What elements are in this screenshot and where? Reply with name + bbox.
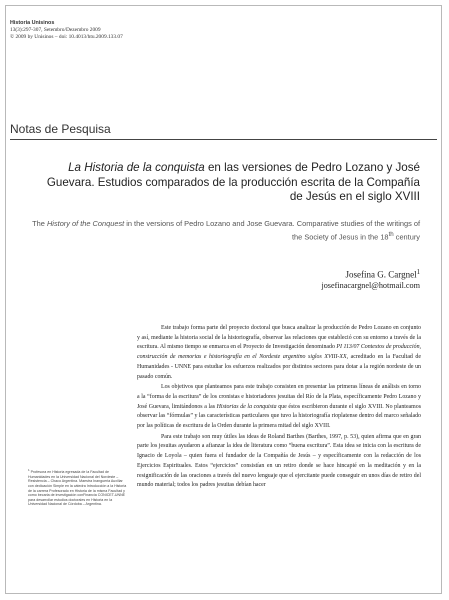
- p2-italic: Historias de la conquista: [216, 403, 277, 410]
- p1-italic: PI 113/07 Contextos de producción, construcción de memorias e historiografía en el Nordeste argentino siglos XVIII-XX: [137, 344, 421, 361]
- subtitle-italic: History of the Conquest: [46, 219, 125, 228]
- author-name: Josefina G. Cargnel: [345, 269, 417, 280]
- author-email[interactable]: josefinacargnel@hotmail.com: [321, 280, 420, 290]
- title-rest: en las versiones de Pedro Lozano y José Guevara. Estudios comparados de la producción escrita de la Compañía de Jesús en el siglo XVIII: [46, 161, 420, 203]
- p1-text-a: Este trabajo forma parte del proyecto doctoral que busca analizar la producción de Pedro Lozano en conjunto y así, mediante la historia social de la historiografía, observar las relaciones que estableció con su entorno a través de la escritura. Al mismo tiempo se enmarca en el Proyecto de Investigación denominado: [137, 325, 421, 351]
- paragraph-2: [137, 383, 421, 432]
- author-footnote: [28, 468, 128, 507]
- journal-issue: 13(3):297-307, Setembro/Dezembro 2009: [10, 27, 101, 33]
- author-footnote-mark: 1: [416, 269, 420, 276]
- article-body: [137, 324, 421, 491]
- journal-header: [10, 20, 123, 41]
- p2-text-b: que éstos escribieron durante el siglo XVIII. No planteamos observar las “fórmulas” y las características particulares que tuvo la historiografía rioplatense dentro del marco señalado por las políticas de escritura de la Orden durante la primera mitad del siglo XVIII.: [137, 403, 421, 430]
- subtitle-sup: th: [388, 231, 394, 238]
- subtitle-post: in the versions of Pedro Lozano and Jose Guevara. Comparative studies of the writings of the Society of Jesus in the 18: [124, 219, 420, 242]
- footnote-text: Profesora en Historia egresada de la Facultad de Humanidades en la Universidad Nacional del Nordeste – Resistencia – Chaco Argentina. Maestra Inangueria Auxiliar con dedicación Simple en la cátedra Introducción a la Historia de la carrera Profesorado en Historia de la misma Facultad y como becaria de investigación conFinancia CONICET-UNNE para desarrollar estudios doctorales en Historia en la Universidad Nacional de Córdoba – Argentina.: [28, 470, 127, 507]
- paragraph-1: [137, 324, 421, 382]
- journal-doi: © 2009 by Unisinos – doi: 10.4013/htu.2009.133.07: [10, 34, 123, 40]
- section-title: Notas de Pesquisa: [10, 122, 111, 136]
- footnote-number: 1: [28, 468, 30, 472]
- author-block: [200, 268, 420, 291]
- paragraph-3: Para este trabajo son muy útiles las ideas de Roland Barthes (Barthes, 1997, p. 53), quien afirma que en gran parte los jesuitas ayudaron a afianzar la idea de literatura como “buena escritura”. Esta idea se inicia con la escritura de Ignacio de Loyola – quien fuera el fundador de la Compañía de Jesús – y específicamente con la redacción de los Ejercicios Espirituales. Estos “ejercicios” consistían en un retiro donde se hace hincapié en la meditación y en la resignificación de las oraciones a través del nuevo lenguaje que el ejercitante puede conseguir en unos días de retiro del mundo material; todos los padres jesuitas debían hacer: [137, 433, 421, 489]
- title-italic: La Historia de la conquista: [68, 161, 205, 174]
- journal-name: Historia Unisinos: [10, 20, 55, 26]
- p2-text-a: Los objetivos que planteamos para este trabajo consisten en presentar las primeras líneas de análisis en torno a la “forma de la escritura” de los cronistas e historiadores jesuitas del Río de la Plata, específicamente Pedro Lozano y José Guevara, limitándonos a las: [137, 384, 421, 410]
- article-title: [40, 161, 420, 205]
- subtitle-end: century: [393, 232, 420, 242]
- p1-text-b: , acreditado en la Facultad de Humanidades - UNNE para estudiar los esfuerzos realizados por distintos sectores para dotar a la región nordeste de un pasado común.: [137, 354, 421, 380]
- subtitle-pre: The: [32, 219, 47, 228]
- section-rule: [10, 139, 437, 140]
- article-subtitle: [28, 218, 420, 242]
